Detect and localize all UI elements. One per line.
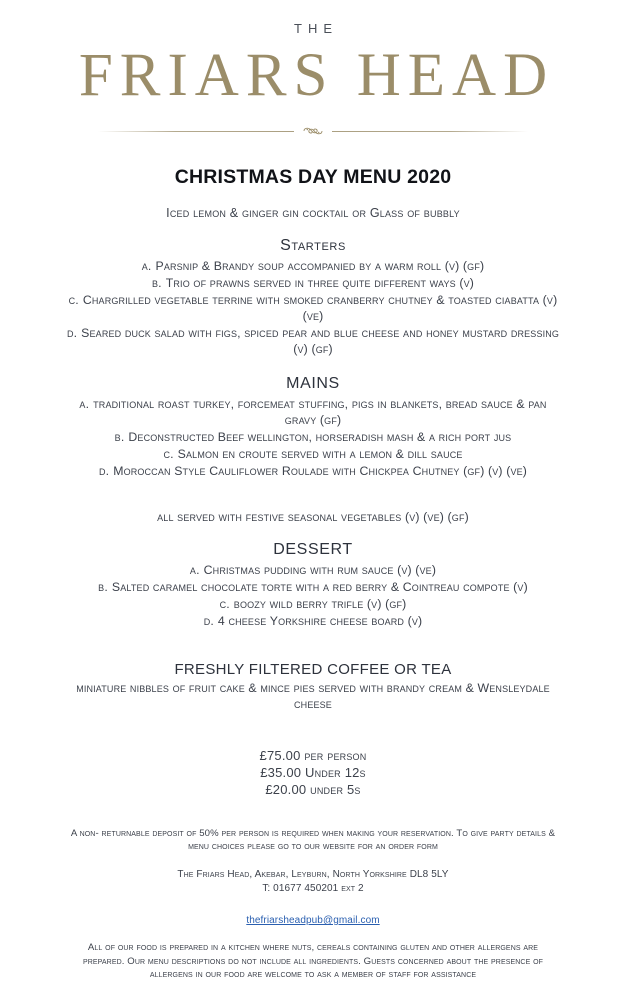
item-text: Parsnip & Brandy soup accompanied by a warm roll (v) (gf) (155, 259, 485, 274)
brand-name: FRIARS HEAD (78, 42, 555, 109)
item-text: 4 cheese Yorkshire cheese board (v) (217, 613, 423, 628)
masthead (0, 0, 626, 140)
item-letter: b. (152, 276, 162, 291)
item-text: Salmon en croute served with a lemon & dill sauce (177, 446, 463, 461)
course-heading-starters: Starters (280, 237, 346, 255)
list-item (62, 563, 564, 579)
list-item (62, 464, 564, 480)
contact-block (62, 868, 564, 896)
price-under-12: £35.00 Under 12s (260, 765, 366, 781)
list-item (62, 597, 564, 613)
price-list (62, 747, 564, 798)
course-dessert (62, 540, 564, 630)
list-item (62, 580, 564, 596)
starters-list (62, 259, 564, 358)
coffee-heading: FRESHLY FILTERED COFFEE OR TEA (174, 660, 452, 678)
email-link[interactable]: thefriarsheadpub@gmail.com (246, 915, 380, 926)
course-starters (62, 236, 564, 358)
list-item (62, 326, 564, 358)
item-letter: c. (219, 596, 230, 611)
item-letter: c. (163, 446, 174, 461)
item-letter: c. (68, 293, 79, 308)
phone-line: T: 01677 450201 ext 2 (262, 883, 364, 894)
list-item (62, 430, 564, 446)
item-text: Deconstructed Beef wellington, horseradish mash & a rich port jus (128, 429, 512, 444)
list-item (62, 397, 564, 429)
allergen-notice: All of our food is prepared in a kitchen where nuts, cereals containing gluten and other allergens are prepared. Our menu descriptions do not include all ingredients. Guests concerned about the presence of allergens in our food are welcome to ask a member of staff for assistance (82, 942, 544, 981)
list-item (62, 447, 564, 463)
aperitif-line: Iced lemon & ginger gin cocktail or Glass of bubbly (166, 206, 460, 221)
mains-list (62, 397, 564, 480)
list-item (62, 614, 564, 630)
item-letter: b. (114, 429, 125, 444)
item-text: Chargrilled vegetable terrine with smoked cranberry chutney & toasted ciabatta (v) (ve) (82, 293, 558, 324)
item-letter: d. (98, 463, 110, 478)
course-heading-dessert: DESSERT (273, 540, 353, 558)
dessert-list (62, 563, 564, 630)
item-text: Christmas pudding with rum sauce (v) (ve) (203, 562, 437, 577)
price-under-5: £20.00 under 5s (265, 782, 361, 798)
ornamental-divider (98, 122, 528, 140)
item-letter: d. (66, 326, 78, 341)
deposit-notice: A non- returnable deposit of 50% per person is required when making your reservation. To give party details & menu choices please go to our website for an order form (70, 827, 556, 852)
item-letter: b. (98, 579, 108, 594)
coffee-subtext: miniature nibbles of fruit cake & mince pies served with brandy cream & Wensleydale cheese (76, 681, 550, 712)
item-text: Seared duck salad with figs, spiced pear and blue cheese and honey mustard dressing (v) (gf) (81, 326, 560, 357)
list-item (62, 259, 564, 275)
item-letter: a. (141, 259, 152, 274)
item-text: Salted caramel chocolate torte with a red berry & Cointreau compote (v) (111, 579, 528, 594)
item-text: boozy wild berry trifle (v) (gf) (233, 596, 407, 611)
address-line: The Friars Head, Akebar, Leyburn, North Yorkshire DL8 5LY (177, 869, 449, 880)
course-mains (62, 374, 564, 480)
page-title: CHRISTMAS DAY MENU 2020 (174, 166, 452, 189)
item-letter: d. (203, 613, 214, 628)
item-letter: a. (189, 562, 200, 577)
list-item (62, 293, 564, 325)
menu-body (0, 166, 626, 982)
course-heading-mains: MAINS (286, 375, 340, 393)
served-with-note: all served with festive seasonal vegetables (v) (ve) (gf) (157, 509, 469, 524)
item-letter: a. (79, 396, 90, 411)
scroll-flourish-icon (294, 122, 332, 140)
brand-prefix: THE (294, 21, 338, 36)
item-text: traditional roast turkey, forcemeat stuffing, pigs in blankets, bread sauce & pan gravy (gf) (93, 396, 547, 427)
email-row (62, 910, 564, 928)
list-item (62, 276, 564, 292)
item-text: Trio of prawns served in three quite different ways (v) (165, 276, 474, 291)
coffee-section (62, 660, 564, 713)
item-text: Moroccan Style Cauliflower Roulade with Chickpea Chutney (gf) (v) (ve) (113, 463, 528, 478)
price-adult: £75.00 per person (259, 748, 367, 764)
